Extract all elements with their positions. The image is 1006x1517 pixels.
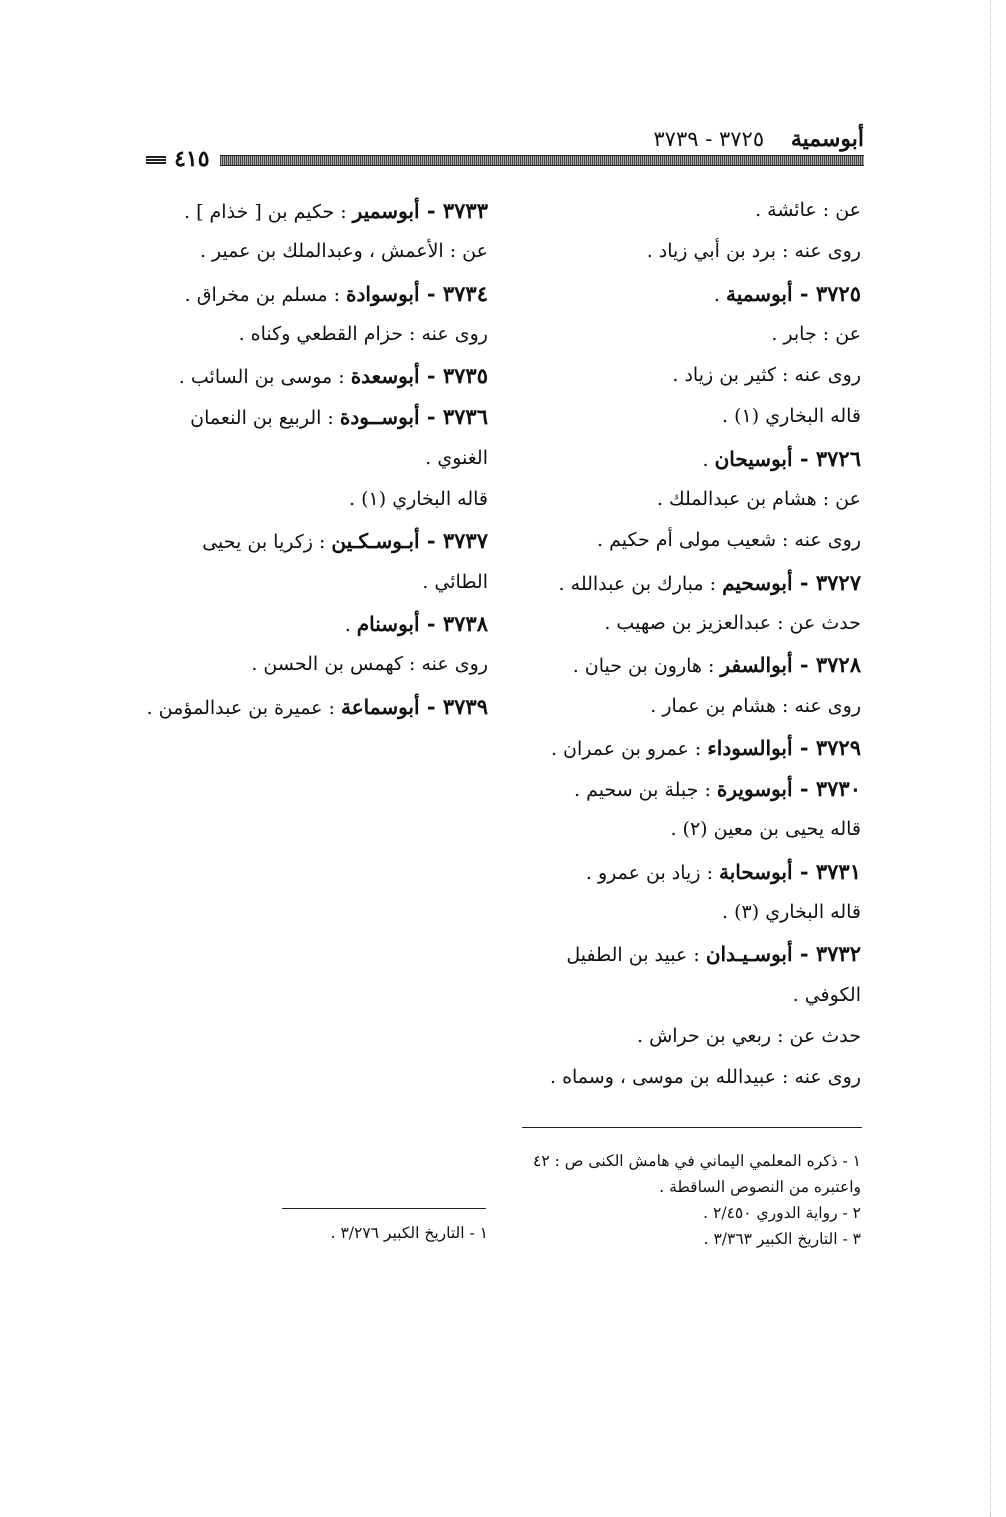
- line-text: روى عنه : شعيب مولى أم حكيم .: [597, 529, 861, 552]
- entry-name: أبوسماعة: [341, 694, 420, 719]
- footnote-rule-left: [282, 1208, 486, 1209]
- entry-number: ٣٧٢٦: [815, 445, 861, 471]
- text-line: [506, 479, 861, 520]
- line-text: الطائي .: [422, 570, 488, 593]
- entry-number: ٣٧٢٩: [815, 734, 861, 760]
- line-text: قاله البخاري (١) .: [722, 405, 861, 428]
- text-line: [506, 396, 861, 437]
- entry-number: ٣٧٢٧: [815, 569, 861, 595]
- line-text: روى عنه : كهمس بن الحسن .: [251, 653, 488, 676]
- line-text: روى عنه : حزام القطعي وكناه .: [238, 322, 488, 345]
- entry-number: ٣٧٢٨: [815, 652, 861, 678]
- entry-name: أبوسحيم: [722, 570, 793, 595]
- entry-number: ٣٧٣٩: [442, 693, 488, 719]
- entry-text: : مبارك بن عبدالله .: [558, 572, 723, 595]
- entry-number: ٣٧٣٥: [442, 363, 488, 389]
- entry-heading: [506, 562, 861, 603]
- entry-heading: [143, 686, 488, 727]
- footnote-line: ٢ - رواية الدوري ٢/٤٥٠ .: [703, 1204, 861, 1222]
- entry-name: أبوسحابة: [719, 859, 793, 884]
- entry-name: أبوسمير: [352, 199, 420, 223]
- line-text: عن : جابر .: [771, 322, 861, 345]
- entry-dash: -: [419, 363, 443, 389]
- line-text: الكوفي .: [792, 983, 861, 1006]
- entry-text: : عميرة بن عبدالمؤمن .: [146, 696, 341, 719]
- entry-dash: -: [419, 198, 443, 223]
- text-line: [506, 314, 861, 355]
- header-rule: [220, 155, 864, 166]
- entry-number: ٣٧٣٣: [442, 198, 488, 223]
- entry-number: ٣٧٢٥: [815, 280, 861, 306]
- text-line: [143, 644, 488, 685]
- entry-heading: [143, 603, 488, 644]
- line-text: روى عنه : عبيدالله بن موسى ، وسماه .: [549, 1066, 861, 1089]
- entry-dash: -: [419, 693, 443, 719]
- entry-name: أبوسويرة: [716, 777, 793, 802]
- page-number-box: [136, 146, 220, 172]
- line-text: حدث عن : عبدالعزيز بن صهيب .: [604, 611, 861, 634]
- line-text: عن : عائشة .: [755, 199, 861, 221]
- entry-heading: [506, 851, 861, 892]
- entry-heading: [143, 273, 488, 314]
- entry-dash: -: [792, 280, 816, 306]
- entry-number: ٣٧٣٠: [815, 776, 861, 802]
- entry-heading: [143, 396, 488, 437]
- entry-heading: [506, 273, 861, 314]
- entry-name: أبوســودة: [339, 405, 420, 430]
- right-column: [506, 190, 861, 1099]
- entry-heading: [143, 190, 488, 231]
- line-text: الغنوي .: [425, 446, 488, 469]
- entry-dash: -: [792, 858, 816, 884]
- footnotes-left: [258, 1220, 488, 1246]
- text-line: [506, 809, 861, 850]
- entry-text: : موسى بن السائب .: [178, 366, 351, 389]
- entry-text: : زياد بن عمرو .: [585, 861, 720, 884]
- entry-text: : مسلم بن مخراق .: [184, 283, 347, 306]
- text-line: [506, 231, 861, 272]
- text-line: [506, 975, 861, 1016]
- text-line: [506, 190, 861, 231]
- line-text: روى عنه : هشام بن عمار .: [650, 694, 861, 717]
- entry-number: ٣٧٣٦: [442, 404, 488, 430]
- entry-number: ٣٧٣٨: [442, 610, 488, 636]
- entry-text: .: [713, 283, 726, 306]
- entry-text: : جبلة بن سحيم .: [573, 779, 717, 802]
- entry-dash: -: [792, 569, 816, 595]
- line-text: قاله البخاري (٣) .: [722, 901, 861, 924]
- text-line: [143, 438, 488, 479]
- text-line: [506, 686, 861, 727]
- entry-dash: -: [419, 610, 443, 636]
- page-number: ٤١٥: [174, 146, 210, 172]
- footnote-line: ١ - ذكره المعلمي اليماني في هامش الكنى ص : ٤٢: [533, 1152, 861, 1170]
- entry-name: أبوسيحان: [714, 446, 793, 471]
- footnotes-right: [516, 1148, 861, 1252]
- entry-dash: -: [419, 528, 443, 554]
- entry-dash: -: [419, 280, 443, 306]
- header-title: أبوسمية: [790, 126, 864, 152]
- entry-text: : الربيع بن النعمان: [190, 407, 340, 430]
- entry-dash: -: [419, 404, 443, 430]
- entry-number: ٣٧٣١: [815, 858, 861, 884]
- entry-name: أبوسـيـدان: [705, 942, 793, 967]
- text-line: [506, 1016, 861, 1057]
- text-line: [143, 314, 488, 355]
- entry-text: : حكيم بن [ خذام ] .: [184, 201, 353, 223]
- running-header: [504, 126, 864, 152]
- entry-text: .: [702, 448, 715, 471]
- entry-name: أبوسوادة: [346, 281, 420, 306]
- entry-dash: -: [792, 445, 816, 471]
- entry-number: ٣٧٣٢: [815, 941, 861, 967]
- entry-text: : هارون بن حيان .: [572, 655, 721, 678]
- entry-name: أبوالسفر: [720, 653, 793, 678]
- entry-name: أبـوسـكـين: [331, 529, 420, 554]
- text-line: [506, 355, 861, 396]
- entry-name: أبوسمية: [725, 281, 793, 306]
- footnote-line: ١ - التاريخ الكبير ٣/٢٧٦ .: [330, 1224, 488, 1242]
- line-text: قاله البخاري (١) .: [349, 488, 488, 511]
- header-range: ٣٧٢٥ - ٣٧٣٩: [653, 127, 765, 151]
- entry-name: أبوسعدة: [350, 364, 420, 389]
- entry-heading: [506, 644, 861, 685]
- text-line: [506, 520, 861, 561]
- text-line: [143, 562, 488, 603]
- footnote-rule-right: [522, 1127, 862, 1128]
- page-edge-line: [990, 0, 991, 1517]
- entry-text: : زكريا بن يحيى: [202, 531, 332, 554]
- entry-dash: -: [792, 776, 816, 802]
- line-text: عن : هشام بن عبدالملك .: [656, 488, 861, 511]
- entry-number: ٣٧٣٤: [442, 280, 488, 306]
- text-line: [143, 479, 488, 520]
- line-text: عن : الأعمش ، وعبدالملك بن عمير .: [199, 240, 488, 263]
- entry-text: .: [344, 613, 357, 636]
- entry-heading: [143, 355, 488, 396]
- line-text: روى عنه : كثير بن زياد .: [672, 364, 861, 387]
- entry-dash: -: [792, 941, 816, 967]
- footnote-line: ٣ - التاريخ الكبير ٣/٣٦٣ .: [703, 1230, 861, 1248]
- entry-dash: -: [792, 652, 816, 678]
- left-column: [143, 190, 488, 727]
- footnote-line: واعتبره من النصوص الساقطة .: [659, 1178, 861, 1196]
- entry-name: أبوالسوداء: [707, 735, 793, 760]
- entry-number: ٣٧٣٧: [442, 528, 488, 554]
- entry-heading: [506, 933, 861, 974]
- text-line: [506, 1057, 861, 1098]
- line-text: روى عنه : برد بن أبي زياد .: [646, 240, 861, 263]
- entry-heading: [143, 520, 488, 561]
- line-text: قاله يحيى بن معين (٢) .: [670, 818, 861, 841]
- entry-text: : عبيد بن الطفيل: [566, 944, 706, 967]
- entry-heading: [506, 438, 861, 479]
- page-number-ornament: [146, 156, 166, 164]
- text-line: [143, 231, 488, 272]
- text-line: [506, 892, 861, 933]
- entry-dash: -: [792, 734, 816, 760]
- entry-heading: [506, 727, 861, 768]
- line-text: حدث عن : ربعي بن حراش .: [636, 1024, 861, 1047]
- entry-text: : عمرو بن عمران .: [550, 737, 708, 760]
- text-line: [506, 603, 861, 644]
- entry-heading: [506, 768, 861, 809]
- entry-name: أبوسنام: [356, 611, 420, 636]
